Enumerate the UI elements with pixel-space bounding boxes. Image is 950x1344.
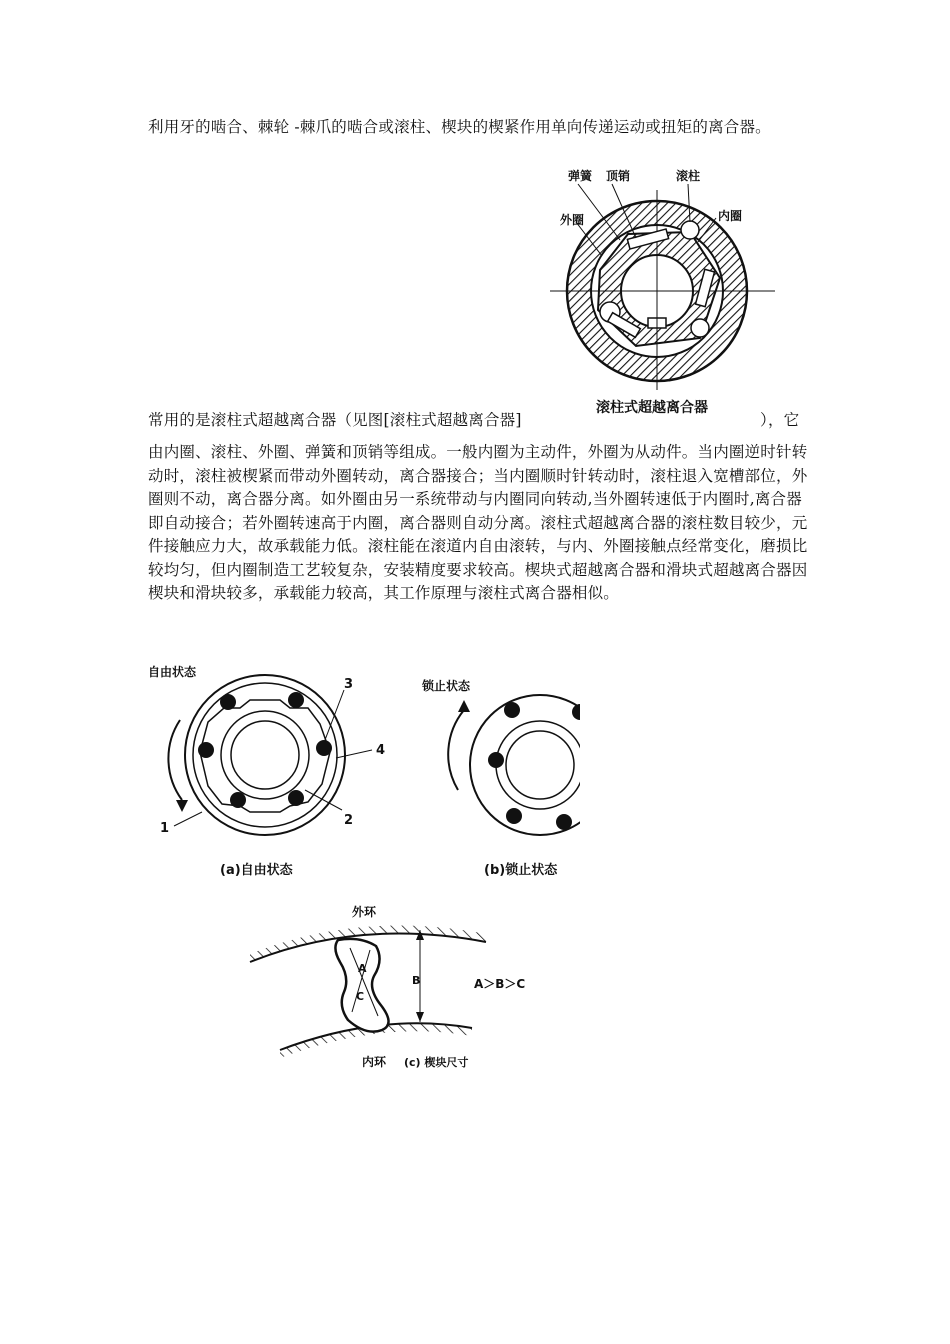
roller-shape <box>691 319 709 337</box>
label-B: B <box>412 974 421 987</box>
label-relation: A＞B＞C <box>474 977 526 991</box>
label-outer-ring: 外圈 <box>560 213 585 227</box>
ref-line-after: ），它 <box>760 411 800 429</box>
number-4: 4 <box>376 743 386 758</box>
lock-state-label: 锁止状态 <box>422 679 471 693</box>
wedge-shape <box>335 939 388 1032</box>
label-inner-ring: 内圈 <box>718 209 743 223</box>
roller-clutch-figure <box>540 160 820 420</box>
figure1-caption: 滚柱式超越离合器 <box>596 400 708 416</box>
ref-line-before: 常用的是滚柱式超越离合器（见图[滚柱式超越离合器] <box>148 411 522 429</box>
label-roller: 滚柱 <box>676 169 701 183</box>
number-1: 1 <box>160 821 170 836</box>
wedge-figure <box>240 900 560 1080</box>
body-paragraph: 由内圈、滚柱、外圈、弹簧和顶销等组成。一般内圈为主动件，外圈为从动件。当内圈逆时针转动时，滚柱被楔紧而带动外圈转动，离合器接合；当内圈顺时针转动时，滚柱退入宽槽部位，外圈则不动，离合器分离。如外圈由另一系统带动与内圈同向转动,当外圈转速低于内圈时,离合器即自动接合；若外圈转速高于内圈，离合器则自动分离。滚柱式超越离合器的滚柱数目较少，元件接触应力大，故承载能力低。滚柱能在滚道内自由滚转，与内、外圈接触点经常变化，磨损比较均匀，但内圈制造工艺较复杂，安装精度要求较高。楔块式超越离合器和滑块式超越离合器因楔块和滑块较多，承载能力较高，其工作原理与滚柱式离合器相似。 <box>148 443 808 602</box>
label-outer-ring-c: 外环 <box>352 905 377 919</box>
caption-a: (a)自由状态 <box>220 863 293 878</box>
label-inner-ring-c: 内环 <box>362 1055 387 1069</box>
number-3: 3 <box>344 677 354 692</box>
label-pin: 顶销 <box>606 169 631 183</box>
caption-b: (b)锁止状态 <box>484 863 558 878</box>
number-2: 2 <box>344 813 354 828</box>
label-spring: 弹簧 <box>568 169 593 183</box>
roller-shape <box>681 221 699 239</box>
caption-c: (c) 楔块尺寸 <box>404 1056 469 1069</box>
label-A: A <box>358 962 367 975</box>
states-figure <box>140 660 580 890</box>
free-state-label: 自由状态 <box>148 665 197 679</box>
intro-text: 利用牙的啮合、棘轮 -棘爪的啮合或滚柱、楔块的楔紧作用单向传递运动或扭矩的离合器。 <box>148 118 771 136</box>
label-C: C <box>356 990 365 1003</box>
